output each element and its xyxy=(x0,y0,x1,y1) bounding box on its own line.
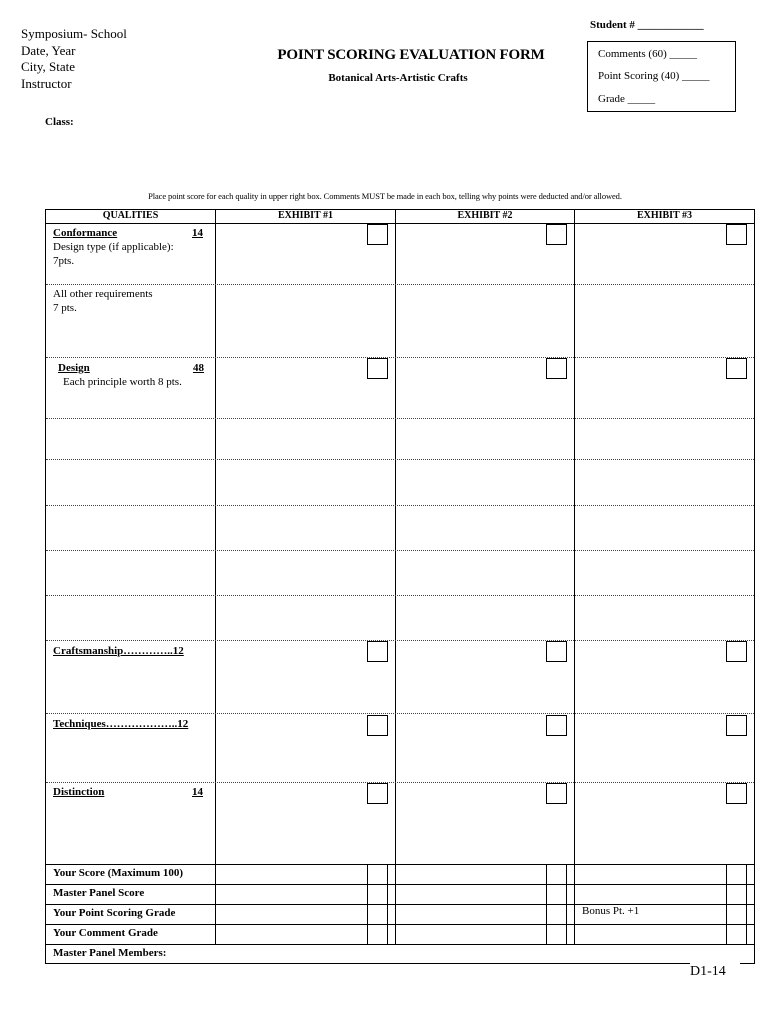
form-code: D1-14 xyxy=(690,964,726,979)
score-box-techniques-exhibit-2[interactable] xyxy=(546,715,567,736)
your-score-box-exhibit-3[interactable] xyxy=(726,864,747,885)
row-separator xyxy=(46,782,754,783)
score-box-craftsmanship-exhibit-1[interactable] xyxy=(367,641,388,662)
conformance-heading xyxy=(53,226,203,240)
instructions-text: Place point score for each quality in upper right box. Comments MUST be made in each box, telling why points were deducted and/or allowed. xyxy=(148,191,622,201)
col-header-exhibit-3: EXHIBIT #3 xyxy=(636,210,693,221)
row-separator xyxy=(46,284,754,285)
other-req-line-2: 7 pts. xyxy=(53,302,77,314)
table-divider-qualities xyxy=(215,209,216,945)
score-box-design-exhibit-2[interactable] xyxy=(546,358,567,379)
row-separator xyxy=(46,713,754,714)
row-separator xyxy=(46,418,754,419)
score-box-conformance-exhibit-1[interactable] xyxy=(367,224,388,245)
quality-other-requirements xyxy=(53,287,153,315)
row-separator xyxy=(46,357,754,358)
your-score-box-exhibit-1[interactable] xyxy=(367,864,388,885)
comment-grade-box-exhibit-2[interactable] xyxy=(546,924,567,945)
student-number-field[interactable]: Student # ____________ xyxy=(590,19,704,31)
point-scoring-grade-box-exhibit-3[interactable] xyxy=(726,904,747,925)
comments-score-field[interactable]: Comments (60) _____ xyxy=(598,48,697,60)
design-points: 48 xyxy=(193,362,204,374)
score-box-conformance-exhibit-2[interactable] xyxy=(546,224,567,245)
row-separator xyxy=(46,505,754,506)
table-divider-exhibit2 xyxy=(574,209,575,945)
score-box-distinction-exhibit-1[interactable] xyxy=(367,783,388,804)
score-box-distinction-exhibit-2[interactable] xyxy=(546,783,567,804)
master-panel-score-box-exhibit-2[interactable] xyxy=(546,884,567,905)
score-box-techniques-exhibit-1[interactable] xyxy=(367,715,388,736)
point-scoring-grade-box-exhibit-1[interactable] xyxy=(367,904,388,925)
distinction-title: Distinction xyxy=(53,786,105,798)
page-title: POINT SCORING EVALUATION FORM xyxy=(277,47,545,63)
quality-design xyxy=(58,361,204,389)
master-panel-members-label: Master Panel Members: xyxy=(53,947,167,959)
point-scoring-field[interactable]: Point Scoring (40) _____ xyxy=(598,70,710,82)
master-panel-score-label: Master Panel Score xyxy=(53,887,145,899)
table-border-bottom xyxy=(45,963,690,964)
quality-conformance xyxy=(53,226,203,268)
row-line xyxy=(45,864,755,865)
row-line xyxy=(45,944,755,945)
score-box-craftsmanship-exhibit-3[interactable] xyxy=(726,641,747,662)
score-box-craftsmanship-exhibit-2[interactable] xyxy=(546,641,567,662)
score-box-design-exhibit-3[interactable] xyxy=(726,358,747,379)
row-line xyxy=(45,884,755,885)
header-line-city: City, State xyxy=(21,59,76,74)
distinction-heading xyxy=(53,785,203,799)
col-header-qualities: QUALITIES xyxy=(102,210,159,221)
quality-techniques: Techniques………………..12 xyxy=(53,718,189,730)
row-separator xyxy=(46,459,754,460)
score-box-techniques-exhibit-3[interactable] xyxy=(726,715,747,736)
table-border-right-end xyxy=(754,945,755,964)
conformance-points: 14 xyxy=(192,227,203,239)
your-score-box-exhibit-2[interactable] xyxy=(546,864,567,885)
score-box-conformance-exhibit-3[interactable] xyxy=(726,224,747,245)
header-row-line xyxy=(45,223,755,224)
row-line xyxy=(45,924,755,925)
table-border-bottom-end xyxy=(740,963,755,964)
your-score-label: Your Score (Maximum 100) xyxy=(53,867,184,879)
quality-craftsmanship: Craftsmanship…………..12 xyxy=(53,645,184,657)
point-scoring-grade-box-exhibit-2[interactable] xyxy=(546,904,567,925)
point-scoring-grade-label: Your Point Scoring Grade xyxy=(53,907,176,919)
design-title: Design xyxy=(58,362,90,374)
score-box-distinction-exhibit-3[interactable] xyxy=(726,783,747,804)
row-separator xyxy=(46,640,754,641)
quality-distinction xyxy=(53,785,203,799)
master-panel-score-box-exhibit-1[interactable] xyxy=(367,884,388,905)
distinction-points: 14 xyxy=(192,786,203,798)
row-line xyxy=(45,904,755,905)
header-line-school: Symposium- School xyxy=(21,26,127,41)
col-header-exhibit-2: EXHIBIT #2 xyxy=(457,210,513,221)
comment-grade-box-exhibit-1[interactable] xyxy=(367,924,388,945)
comment-grade-box-exhibit-3[interactable] xyxy=(726,924,747,945)
design-sub: Each principle worth 8 pts. xyxy=(63,376,182,388)
table-border-right xyxy=(754,209,755,945)
conformance-title: Conformance xyxy=(53,227,118,239)
other-req-line-1: All other requirements xyxy=(53,288,153,300)
row-separator xyxy=(46,595,754,596)
page-subtitle: Botanical Arts-Artistic Crafts xyxy=(328,72,468,84)
table-divider-exhibit1 xyxy=(395,209,396,945)
bonus-point-label: Bonus Pt. +1 xyxy=(582,905,640,917)
header-line-date: Date, Year xyxy=(21,42,76,58)
master-panel-score-box-exhibit-3[interactable] xyxy=(726,884,747,905)
comment-grade-label: Your Comment Grade xyxy=(53,927,158,939)
grade-field[interactable]: Grade _____ xyxy=(598,93,656,105)
class-label: Class: xyxy=(45,116,74,128)
design-heading xyxy=(58,361,204,375)
row-separator xyxy=(46,550,754,551)
conformance-sub-line-2: 7pts. xyxy=(53,255,75,267)
col-header-exhibit-1: EXHIBIT #1 xyxy=(277,210,334,221)
conformance-sub-line-1: Design type (if applicable): xyxy=(53,241,174,253)
table-border-left xyxy=(45,209,46,964)
header-line-instructor: Instructor xyxy=(21,75,72,91)
score-box-design-exhibit-1[interactable] xyxy=(367,358,388,379)
